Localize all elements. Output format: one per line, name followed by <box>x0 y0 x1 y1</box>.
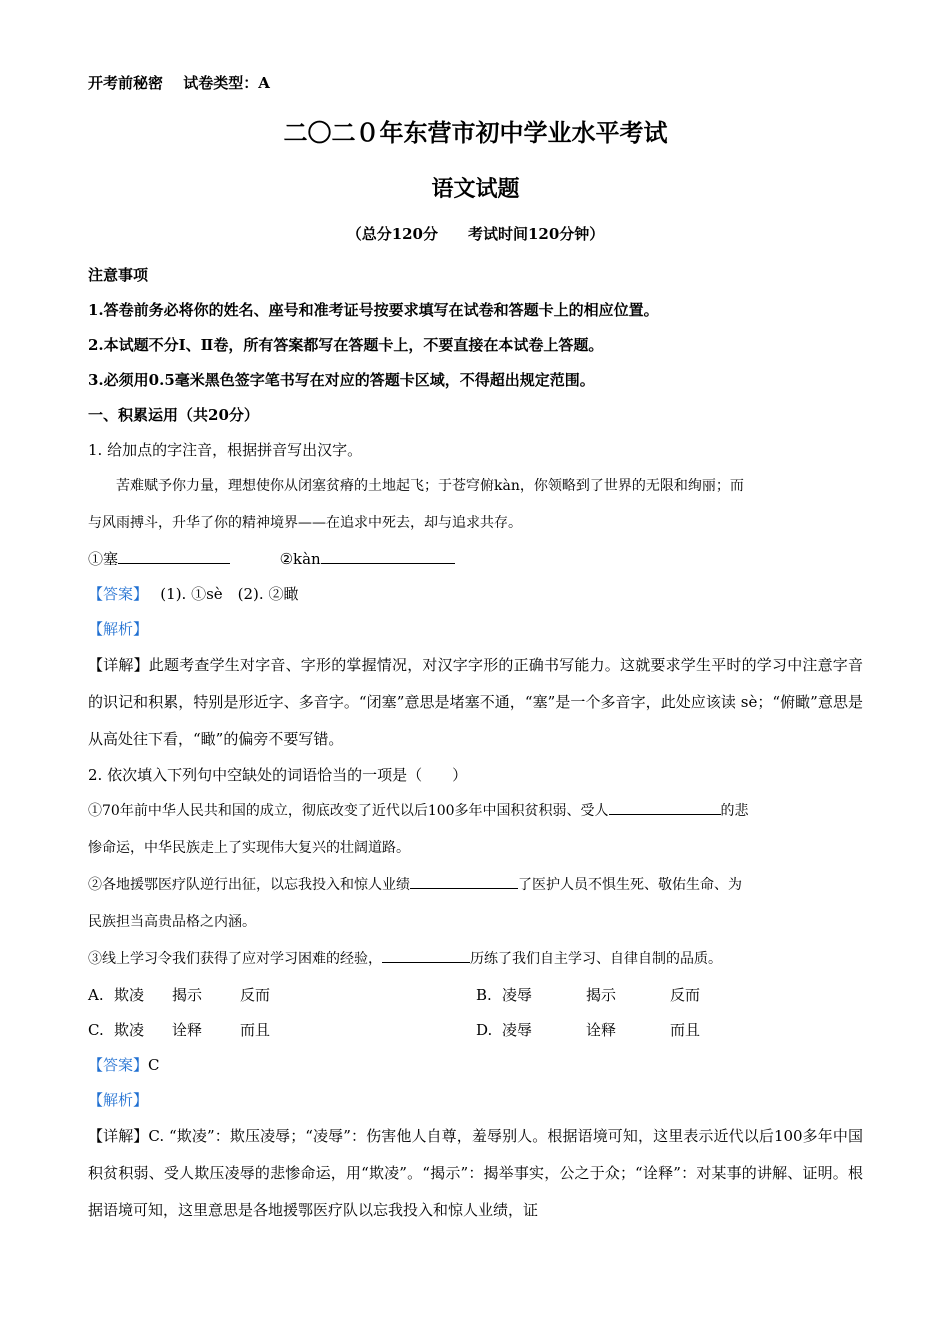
q1-passage-line: 与风雨搏斗，升华了你的精神境界——在追求中死去，却与追求共存。 <box>88 515 522 531</box>
notes-heading: 注意事项 <box>88 266 149 284</box>
analysis-tag: 【解析】 <box>88 620 149 638</box>
q2-s2a: ②各地援鄂医疗队逆行出征，以忘我投入和惊人业绩 <box>88 877 410 893</box>
q2-sentence1 <box>88 793 863 830</box>
top-note <box>88 72 863 93</box>
option-word: 欺凌 <box>114 986 145 1004</box>
q2-detail: 【详解】C. “欺凌”：欺压凌辱；“凌辱”：伤害他人自尊，羞辱别人。根据语境可知，这里表示近代以后100多年中国积贫积弱、受人欺压凌辱的悲惨命运，用“欺凌”。“揭示”：揭举事实，公之于众；“诠释”：对某事的讲解、证明。根据语境可知，这里意思是各地援鄂医疗队以忘我投入和惊人业绩，证 <box>88 1127 863 1219</box>
analysis-tag: 【解析】 <box>88 1091 149 1109</box>
option-word: 凌辱 <box>502 986 533 1004</box>
option-key: A. <box>88 986 104 1004</box>
q1-detail: 【详解】此题考查学生对字音、字形的掌握情况，对汉字字形的正确书写能力。这就要求学生平时的学习中注意字音的识记和积累，特别是形近字、多音字。“闭塞”意思是堵塞不通，“塞”是一个多音字，此处应该读 sè；“俯瞰”意思是从高处往下看，“瞰”的偏旁不要写错。 <box>88 656 863 748</box>
paper-type: 试卷类型：A <box>183 74 270 92</box>
option-word: 反而 <box>670 986 701 1004</box>
q1-blank2 <box>321 547 455 564</box>
option-c <box>88 1013 476 1048</box>
exam-title: 二〇二０年东营市初中学业水平考试 <box>283 118 668 147</box>
secret-label: 开考前秘密 <box>88 74 164 92</box>
q2-blank3 <box>382 946 470 963</box>
q1-passage-line: 苦难赋予你力量，理想使你从闭塞贫瘠的土地起飞；于苍穹俯kàn，你领略到了世界的无限和绚丽；而 <box>116 478 744 494</box>
option-word: 诠释 <box>172 1021 203 1039</box>
note-item: 1.答卷前务必将你的姓名、座号和准考证号按要求填写在试卷和答题卡上的相应位置。 <box>88 301 659 319</box>
option-word: 反而 <box>240 986 271 1004</box>
q2-s2b: 了医护人员不惧生死、敬佑生命、为 <box>518 877 742 893</box>
q2-blank2 <box>410 872 518 889</box>
q2-s1b: 的悲 <box>720 803 749 819</box>
q2-blank1 <box>609 798 721 815</box>
section-heading: 一、积累运用（共20分） <box>88 406 259 424</box>
q2-s1a: ①70年前中华人民共和国的成立，彻底改变了近代以后100多年中国积贫积弱、受人 <box>88 803 609 819</box>
q1-blank1-label: ①塞 <box>88 550 119 568</box>
q2-sentence2 <box>88 867 863 904</box>
q1-answer <box>88 577 863 612</box>
q2-s1c: 惨命运，中华民族走上了实现伟大复兴的壮阔道路。 <box>88 840 410 856</box>
option-key: C. <box>88 1021 104 1039</box>
option-b <box>476 978 864 1013</box>
note-item: 2.本试题不分Ⅰ、Ⅱ卷，所有答案都写在答题卡上，不要直接在本试卷上答题。 <box>88 336 604 354</box>
note-item: 3.必须用0.5毫米黑色签字笔书写在对应的答题卡区域，不得超出规定范围。 <box>88 371 595 389</box>
option-key: B. <box>476 986 492 1004</box>
q2-s3a: ③线上学习令我们获得了应对学习困难的经验， <box>88 951 382 967</box>
q2-s3b: 历练了我们自主学习、自律自制的品质。 <box>470 951 722 967</box>
exam-subject: 语文试题 <box>431 176 520 202</box>
answer-tag: 【答案】 <box>88 1056 149 1074</box>
option-word: 凌辱 <box>502 1021 533 1039</box>
option-word: 而且 <box>240 1021 271 1039</box>
exam-page <box>88 72 863 1229</box>
option-key: D. <box>476 1021 493 1039</box>
option-word: 揭示 <box>172 986 203 1004</box>
q2-s2c: 民族担当高贵品格之内涵。 <box>88 914 256 930</box>
answer-text: C <box>148 1056 160 1074</box>
q2-stem: 2. 依次填入下列句中空缺处的词语恰当的一项是（ ） <box>88 766 468 784</box>
option-a <box>88 978 476 1013</box>
score-time: （总分120分 考试时间120分钟） <box>346 225 605 243</box>
answer-text: (1). ①sè (2). ②瞰 <box>160 585 299 603</box>
q1-stem: 1. 给加点的字注音，根据拼音写出汉字。 <box>88 441 363 459</box>
q2-answer <box>88 1048 863 1083</box>
q1-blank2-label: ②kàn <box>279 550 321 568</box>
q1-blanks <box>88 542 863 577</box>
option-word: 而且 <box>670 1021 701 1039</box>
q2-sentence3 <box>88 941 863 978</box>
option-d <box>476 1013 864 1048</box>
option-word: 欺凌 <box>114 1021 145 1039</box>
option-word: 诠释 <box>586 1021 617 1039</box>
answer-tag: 【答案】 <box>88 585 141 603</box>
option-word: 揭示 <box>586 986 617 1004</box>
q2-options <box>88 978 863 1048</box>
q1-blank1 <box>118 547 230 564</box>
